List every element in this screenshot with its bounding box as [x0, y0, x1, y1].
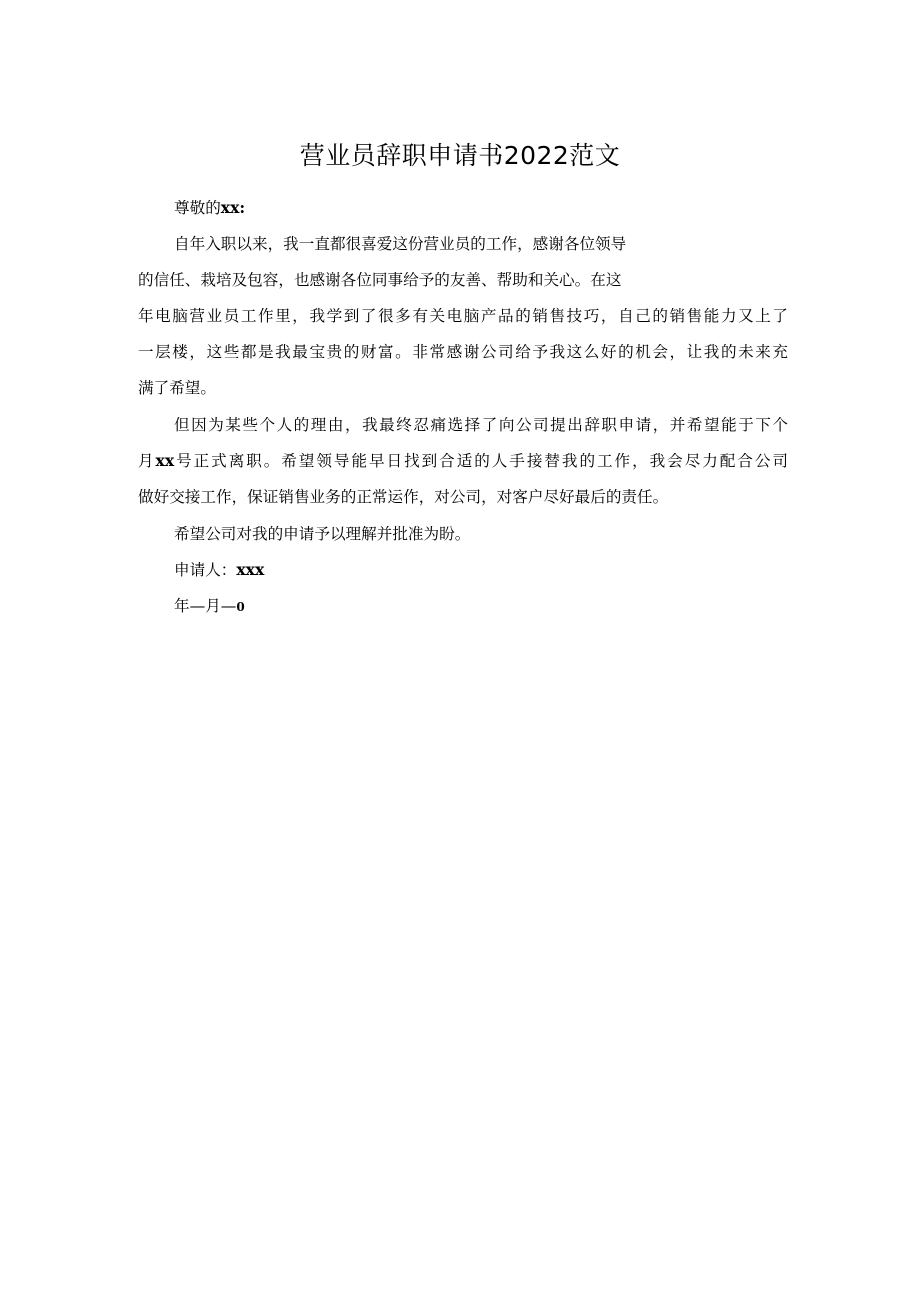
applicant-line — [174, 558, 824, 582]
paragraph1-line4: 一层楼，这些都是我最宝贵的财富。非常感谢公司给予我这么好的机会，让我的未来充 — [138, 343, 788, 361]
applicant-label: 申请人： — [174, 561, 237, 579]
applicant-name: xxx — [236, 560, 265, 579]
closing-line: 希望公司对我的申请予以理解并批准为盼。 — [174, 525, 471, 543]
paragraph1-line5: 满了希望。 — [138, 379, 216, 397]
salutation-prefix: 尊敬的 — [174, 199, 221, 217]
date-text: 年—月— — [174, 597, 237, 615]
paragraph1-line2: 的信任、栽培及包容，也感谢各位同事给予的友善、帮助和关心。在这 — [138, 271, 622, 289]
date-suffix: 0 — [236, 600, 245, 614]
paragraph1-line3: 年电脑营业员工作里，我学到了很多有关电脑产品的销售技巧，自己的销售能力又上了 — [138, 307, 788, 325]
paragraph2-line1: 但因为某些个人的理由，我最终忍痛选择了向公司提出辞职申请，并希望能于下个 — [174, 416, 788, 434]
paragraph1-line1: 自年入职以来，我一直都很喜爱这份营业员的工作，感谢各位领导 — [174, 235, 627, 253]
salutation-name: xx: — [220, 198, 246, 217]
paragraph2-line2-post: 号正式离职。希望领导能早日找到合适的人手接替我的工作，我会尽力配合公司 — [174, 452, 788, 470]
paragraph2-line2-pre: 月 — [138, 452, 156, 470]
date-line — [174, 594, 824, 619]
paragraph2-line2-bold: xx — [155, 451, 175, 470]
document-title: 营业员辞职申请书2022范文 — [299, 141, 621, 170]
paragraph2-line2 — [138, 449, 788, 473]
paragraph2-line3: 做好交接工作，保证销售业务的正常运作，对公司，对客户尽好最后的责任。 — [138, 488, 669, 506]
salutation — [174, 196, 824, 220]
